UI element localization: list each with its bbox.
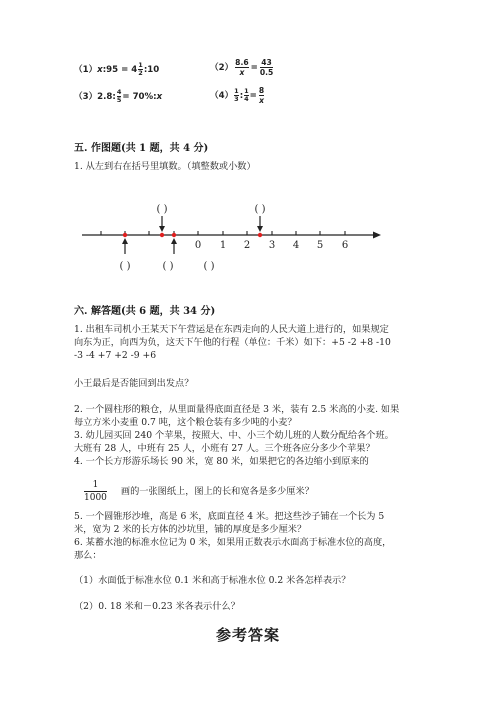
fraction: $\frac{1}{2}$ xyxy=(138,61,143,77)
fraction: $\frac{8}{x}$ xyxy=(258,86,265,105)
tick-label: 3 xyxy=(268,240,276,251)
text-line: 4. 一个长方形游乐场长 90 米，宽 80 米，如果把它的各边缩小到原来的 xyxy=(74,456,369,467)
text-line: -3 -4 +7 +2 -9 +6 xyxy=(74,350,157,361)
text-line: 画的一张图纸上，图上的长和宽各是多少厘米？ xyxy=(120,486,314,497)
text-line: 1. 出租车司机小王某天下午营运是在东西走向的人民大道上进行的，如果规定 xyxy=(74,324,389,335)
arrow-up-icon xyxy=(171,238,177,254)
fraction: $\frac{1}{1000}$ xyxy=(84,480,107,503)
text-line: 米，宽为 2 米的长方体的沙坑里，铺的厚度是多少厘米？ xyxy=(74,524,307,535)
text-line: 3. 幼儿园买回 240 个苹果，按照大、中、小三个幼儿班的人数分配给各个班。 xyxy=(74,430,394,441)
answer-bracket: ( ) xyxy=(203,261,215,272)
text-line: 大班有 28 人，中班有 25 人，小班有 27 人。三个班各应分多少个苹果？ xyxy=(74,443,375,454)
answer-title: 参考答案 xyxy=(216,626,281,644)
fraction: $\frac{8.6}{x}$ xyxy=(235,58,249,77)
question-text xyxy=(74,403,399,468)
text-line: 5. 一个圆锥形沙堆，高是 6 米，底面直径 4 米。把这些沙子铺在一个长为 5 xyxy=(74,511,385,522)
equation-1: （1）x:95 = 4 $\frac{1}{2}$ :10 xyxy=(74,61,160,77)
fraction: $\frac{4}{5}$ xyxy=(116,88,122,104)
question-text: 1. 从左到右在括号里填数。（填整数或小数） xyxy=(74,161,256,172)
fraction: $\frac{43}{0.5}$ xyxy=(259,58,274,77)
text-line: 2. 一个圆柱形的粮仓，从里面量得底面直径是 3 米，装有 2.5 米高的小麦. 如果 xyxy=(74,404,400,415)
tick-label: 5 xyxy=(316,240,324,251)
equation-2: （2） $\frac{8.6}{x}$ = $\frac{43}{0.5}$ xyxy=(210,58,274,77)
tick-label: 0 xyxy=(194,240,202,251)
point-marker xyxy=(160,233,164,237)
point-marker xyxy=(123,233,127,237)
question-text xyxy=(84,479,314,504)
text-line: 每立方米小麦重 0.7 吨，这个粮仓装有多少吨的小麦？ xyxy=(74,417,297,428)
answer-bracket: ( ) xyxy=(119,261,131,272)
fraction: $\frac{1}{3}$ xyxy=(234,87,239,103)
answer-bracket: ( ) xyxy=(162,261,174,272)
tick-label: 2 xyxy=(243,240,251,251)
sub-question: （2）0. 18 米和－0.23 米各表示什么？ xyxy=(74,601,240,612)
equation-3: （3）2.8: $\frac{4}{5}$ = 70%:x xyxy=(74,88,163,104)
number-line-figure xyxy=(70,196,390,276)
equation-4: （4） $\frac{1}{3}$ : $\frac{1}{4}$ = $\frac{8}{x}$ xyxy=(210,86,265,105)
question-text xyxy=(74,323,391,362)
question-text: 小王最后是否能回到出发点？ xyxy=(74,378,194,389)
answer-bracket: ( ) xyxy=(156,204,168,215)
text-line: 向东为正，向西为负，这天下午他的行程（单位：千米）如下：+5 -2 +8 -10 xyxy=(74,337,391,348)
question-text xyxy=(74,510,391,562)
arrow-up-icon xyxy=(122,238,128,254)
fraction: $\frac{1}{4}$ xyxy=(244,87,249,103)
tick-label: 4 xyxy=(292,240,300,251)
text-line: 那么： xyxy=(74,550,102,561)
point-marker xyxy=(172,233,176,237)
answer-bracket: ( ) xyxy=(254,204,266,215)
arrow-down-icon xyxy=(159,216,165,232)
sub-question: （1）水面低于标准水位 0.1 米和高于标准水位 0.2 米各怎样表示？ xyxy=(74,575,351,586)
axis-arrow xyxy=(373,232,381,239)
section-heading: 六. 解答题(共 6 题，共 34 分) xyxy=(74,306,216,317)
arrow-down-icon xyxy=(257,216,263,232)
point-marker xyxy=(258,233,262,237)
tick-label: 6 xyxy=(341,240,349,251)
text-line: 6. 某蓄水池的标准水位记为 0 米，如果用正数表示水面高于标准水位的高度， xyxy=(74,537,392,548)
tick-label: 1 xyxy=(219,240,227,251)
section-heading: 五. 作图题(共 1 题，共 4 分) xyxy=(74,143,209,154)
